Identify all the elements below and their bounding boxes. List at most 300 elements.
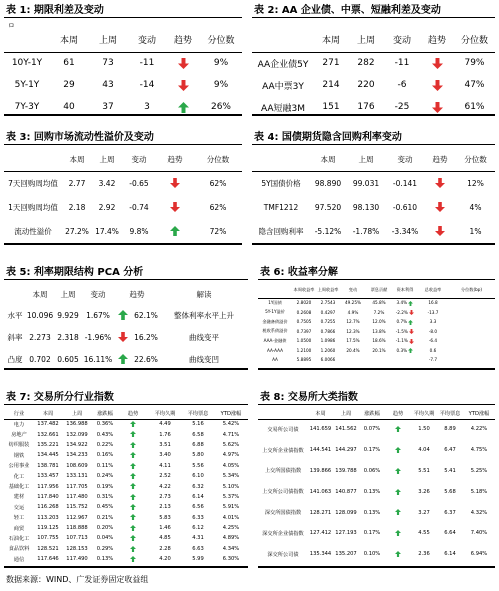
table-cell: 4.04 xyxy=(418,447,430,454)
table-cell: 1天回购周均值 xyxy=(8,202,58,212)
table-cell: 49.25% xyxy=(345,300,361,306)
table-cell: 27.2% xyxy=(65,226,89,236)
table-cell: 79% xyxy=(464,58,485,68)
trend-up-arrow-icon xyxy=(114,348,132,370)
table-row xyxy=(258,308,495,318)
table-cell: 8.89 xyxy=(444,426,456,433)
table-cell: 斜率 xyxy=(7,332,23,342)
table-cell: -0.74 xyxy=(129,202,149,212)
table-cell: 0.06% xyxy=(363,467,381,474)
table-1-title: 表 1: 期限利差及变动 xyxy=(4,4,242,18)
table-cell: 石油化工 xyxy=(8,535,30,542)
table-cell: 1.46 xyxy=(159,525,171,532)
table-cell: 5.25% xyxy=(470,467,488,474)
trend-up-arrow-icon xyxy=(118,450,148,460)
table-cell: 商贸 xyxy=(13,525,25,532)
table-cell: 4.31 xyxy=(192,535,204,542)
table-4-body xyxy=(252,171,495,243)
table-cell: 6.0066 xyxy=(320,357,336,363)
table-cell: 128.271 xyxy=(309,509,332,516)
table-cell: -14 xyxy=(139,80,155,90)
table-cell: -25 xyxy=(394,102,410,112)
table-cell: 5.34% xyxy=(222,473,240,480)
table-cell: 5.18% xyxy=(470,488,488,495)
table-cell: 5.62% xyxy=(222,441,240,448)
table-cell: 4.71% xyxy=(222,431,240,438)
table-8-panel xyxy=(258,391,495,571)
table-cell: 5.41 xyxy=(444,467,456,474)
table-cell: 2.52 xyxy=(159,473,171,480)
table-6-header: 本周收益率 上周收益率 变动 票息贡献 资本利得 总收益率 分位数(bp) xyxy=(293,287,483,292)
table-row xyxy=(252,171,495,195)
table-cell: 5.56 xyxy=(192,462,204,469)
table-2-title: 表 2: AA 企业债、中票、短融利差及变动 xyxy=(252,4,495,18)
table-row xyxy=(4,481,248,491)
table-row xyxy=(4,513,248,523)
table-cell: 4.89% xyxy=(222,535,240,542)
table-cell: 3 xyxy=(144,102,150,112)
table-7-title: 表 7: 交易所分行业指数 xyxy=(4,391,248,405)
table-2-header: 本周 上周 变动 趋势 分位数 xyxy=(321,35,488,46)
table-cell: 116.268 xyxy=(37,504,59,511)
trend-down-arrow-icon xyxy=(420,52,454,74)
table-cell: 深交所公司债 xyxy=(267,551,299,558)
table-3 xyxy=(4,147,242,243)
table-cell: 9% xyxy=(213,58,229,68)
table-3-body xyxy=(4,171,242,243)
table-cell: 29 xyxy=(63,80,75,90)
table-row xyxy=(4,74,242,96)
table-6-body xyxy=(258,298,495,365)
table-cell xyxy=(366,355,392,365)
table-cell: 0.7866 xyxy=(320,328,336,334)
table-row xyxy=(252,219,495,243)
table-cell: 99.031 xyxy=(352,178,380,188)
table-1-note: ㅁ xyxy=(8,22,15,30)
table-row xyxy=(4,450,248,460)
table-cell: 141.562 xyxy=(335,426,357,433)
table-cell: 9.929 xyxy=(57,310,79,320)
table-cell: 4.9% xyxy=(347,309,359,315)
table-cell: 141.659 xyxy=(309,426,332,433)
table-cell: -11 xyxy=(139,58,155,68)
table-row xyxy=(4,52,242,74)
table-row xyxy=(4,492,248,502)
table-cell: 132.661 xyxy=(37,431,59,438)
table-8-title: 表 8: 交易所大类指数 xyxy=(258,391,495,405)
trend-up-arrow-icon xyxy=(385,502,411,523)
trend-up-arrow-icon xyxy=(114,304,132,326)
table-cell: 0.11% xyxy=(96,462,114,469)
table-cell: 0.16% xyxy=(96,452,114,459)
table-cell: 6.37 xyxy=(444,509,456,516)
table-cell: 6.94% xyxy=(470,551,488,558)
table-cell: 98.130 xyxy=(352,202,380,212)
table-cell: 12% xyxy=(467,178,484,188)
table-cell: -0.65 xyxy=(129,178,149,188)
table-cell: 73 xyxy=(102,58,114,68)
table-cell xyxy=(392,355,418,365)
trend-up-arrow-icon xyxy=(118,440,148,450)
table-cell: 214 xyxy=(322,80,340,90)
table-cell: 0.43% xyxy=(96,431,114,438)
table-cell: AA-AAA xyxy=(267,347,283,353)
table-5 xyxy=(4,284,248,370)
table-cell: 4.85 xyxy=(159,535,171,542)
trend-up-arrow-icon xyxy=(118,533,148,543)
table-row xyxy=(4,348,248,370)
table-cell: 4.25% xyxy=(222,525,240,532)
table-cell: 16.2% xyxy=(134,332,158,342)
table-cell: 128.521 xyxy=(37,545,59,552)
table-cell: 134.445 xyxy=(37,452,59,459)
trend-down-arrow-icon xyxy=(156,195,194,219)
table-cell: 282 xyxy=(357,58,375,68)
trend-up-arrow-icon xyxy=(118,461,148,471)
table-cell: 金融备债溢价 xyxy=(262,318,288,324)
table-cell: 4.22 xyxy=(159,483,171,490)
table-cell: 0.45% xyxy=(96,504,114,511)
table-cell: 117.480 xyxy=(66,493,88,500)
table-cell: 61% xyxy=(464,102,485,112)
table-cell: 0.2608 xyxy=(296,309,312,315)
table-cell: AA短融3M xyxy=(260,103,306,114)
table-cell: 6.30% xyxy=(222,556,240,563)
table-cell: 135.221 xyxy=(37,441,59,448)
table-cell: 交易所公司债 xyxy=(267,426,299,433)
table-cell: 上交所国债指数 xyxy=(264,468,302,475)
table-cell: 2.28 xyxy=(159,545,171,552)
trend-up-arrow-icon xyxy=(385,461,411,482)
trend-up-arrow-icon xyxy=(118,429,148,439)
table-cell: 18.6% xyxy=(372,338,386,344)
table-cell: 6.10 xyxy=(192,473,204,480)
table-row xyxy=(4,429,248,439)
table-cell: 2.13 xyxy=(159,504,171,511)
trend-up-arrow-icon xyxy=(385,481,411,502)
table-4 xyxy=(252,147,495,243)
table-cell: 138.781 xyxy=(37,462,59,469)
table-cell: 108.609 xyxy=(66,462,88,469)
table-cell: 3.4% xyxy=(392,298,418,308)
trend-down-arrow-icon xyxy=(424,171,456,195)
table-cell: 3.3 xyxy=(429,319,437,325)
table-cell: -6 xyxy=(397,80,407,90)
table-cell: 4.05% xyxy=(222,462,240,469)
table-cell: 45.8% xyxy=(372,300,386,306)
table-3-panel xyxy=(4,131,242,247)
table-row xyxy=(258,336,495,346)
table-cell: 139.788 xyxy=(335,467,357,474)
table-cell: 6.32 xyxy=(192,483,204,490)
table-row xyxy=(4,304,248,326)
table-cell: 13.8% xyxy=(372,328,386,334)
table-cell: 4.01% xyxy=(222,514,240,521)
table-row xyxy=(258,523,495,544)
table-cell: 3.40 xyxy=(159,452,171,459)
table-8 xyxy=(258,407,495,565)
table-cell: 5Y国债价格 xyxy=(261,178,301,188)
table-row xyxy=(4,461,248,471)
trend-up-arrow-icon xyxy=(156,219,194,243)
table-cell: 4.11 xyxy=(159,462,171,469)
table-cell: 133.131 xyxy=(66,473,88,480)
table-cell: 97.520 xyxy=(314,202,342,212)
table-cell: 4.55 xyxy=(418,530,430,537)
table-cell: 深交所国债指数 xyxy=(264,510,302,517)
trend-up-arrow-icon xyxy=(118,471,148,481)
table-cell: 0.07% xyxy=(363,426,381,433)
table-cell: 117.646 xyxy=(37,556,59,563)
table-cell: 7天回购周均值 xyxy=(8,178,58,188)
table-cell: 2.318 xyxy=(57,332,79,342)
table-cell: 0.17% xyxy=(363,447,381,454)
table-4-title: 表 4: 国债期货隐含回购利率变动 xyxy=(252,131,495,145)
table-cell: 食品饮料 xyxy=(8,546,30,553)
table-5-title: 表 5: 利率期限结构 PCA 分析 xyxy=(4,266,248,280)
table-cell: -7.7 xyxy=(428,357,438,363)
table-cell: 6.58 xyxy=(192,431,204,438)
table-row xyxy=(4,219,242,243)
table-5-header: 本周 上周 变动 趋势 解读 xyxy=(32,289,212,299)
table-cell: 5.83 xyxy=(159,514,171,521)
table-cell: 0.6 xyxy=(429,347,437,353)
table-cell: 深交所企业债指数 xyxy=(262,530,304,537)
table-cell: 1.67% xyxy=(86,310,110,320)
table-cell: 轻工 xyxy=(13,515,25,522)
trend-up-arrow-icon xyxy=(385,544,411,565)
table-cell: 22.6% xyxy=(134,354,158,364)
table-cell: 20.1% xyxy=(372,347,386,353)
table-cell: 2.18 xyxy=(68,202,86,212)
table-cell: AAA-金融债 xyxy=(263,337,287,343)
table-cell: 6.88 xyxy=(192,441,204,448)
table-cell: 134.233 xyxy=(66,452,88,459)
table-cell: 37 xyxy=(102,102,114,112)
table-cell: 118.888 xyxy=(66,525,88,532)
table-cell: 7Y-3Y xyxy=(14,102,40,112)
table-cell: 9% xyxy=(213,80,229,90)
table-4-header: 本周 上周 变动 趋势 分位数 xyxy=(320,154,487,164)
table-cell: 1.2100 xyxy=(296,347,312,353)
table-cell: 5.68 xyxy=(444,488,456,495)
table-cell: 2.7543 xyxy=(320,300,336,306)
table-row xyxy=(258,419,495,440)
table-cell: 144.297 xyxy=(335,447,357,454)
table-cell: 6.33 xyxy=(192,514,204,521)
table-cell: 0.13% xyxy=(96,556,114,563)
table-cell: 2.8020 xyxy=(296,300,312,306)
trend-up-arrow-icon xyxy=(118,513,148,523)
table-cell: 纺织服装 xyxy=(8,442,30,449)
table-cell: 5.42% xyxy=(222,421,240,428)
trend-up-arrow-icon xyxy=(385,523,411,544)
table-cell: AA中票3Y xyxy=(262,81,304,92)
table-cell: 曲线变凹 xyxy=(189,354,219,364)
table-cell: 6.56 xyxy=(192,504,204,511)
table-cell: 17.4% xyxy=(95,226,119,236)
table-cell: 4.32% xyxy=(470,509,488,516)
table-3-header: 本周 上周 变动 趋势 分位数 xyxy=(69,154,230,164)
source-footnote: 数据来源：WIND、广发证券固定收益组 xyxy=(6,575,149,584)
table-row xyxy=(252,52,495,74)
table-cell: -11 xyxy=(394,58,410,68)
table-cell: 220 xyxy=(357,80,375,90)
table-cell: 6.47 xyxy=(444,447,456,454)
table-cell: 40 xyxy=(63,102,75,112)
table-cell: -1.5% xyxy=(392,327,418,337)
table-cell: 17.5% xyxy=(346,338,360,344)
table-cell: 房地产 xyxy=(11,432,27,439)
table-cell: 113.203 xyxy=(37,514,59,521)
table-row xyxy=(252,74,495,96)
table-cell: 5.16 xyxy=(192,421,204,428)
table-cell: 115.752 xyxy=(66,504,88,511)
trend-down-arrow-icon xyxy=(166,74,200,96)
table-cell: 128.099 xyxy=(335,509,357,516)
table-cell: 5.37% xyxy=(222,493,240,500)
table-cell: 136.988 xyxy=(66,421,88,428)
trend-up-arrow-icon xyxy=(118,523,148,533)
table-cell: 7.40% xyxy=(470,530,488,537)
table-cell: 133.457 xyxy=(37,473,59,480)
table-cell: 1Y国债 xyxy=(268,299,282,305)
table-cell: 0.3% xyxy=(392,346,418,356)
table-cell: 12.3% xyxy=(346,328,360,334)
trend-down-arrow-icon xyxy=(166,52,200,74)
table-cell: 62.1% xyxy=(134,310,158,320)
table-cell: 107.755 xyxy=(37,535,59,542)
table-2-body xyxy=(252,52,495,118)
trend-up-arrow-icon xyxy=(385,440,411,461)
table-row xyxy=(4,533,248,543)
table-cell: 117.705 xyxy=(66,483,88,490)
table-cell: 176 xyxy=(357,102,375,112)
trend-up-arrow-icon xyxy=(118,419,148,429)
table-cell: 117.956 xyxy=(37,483,59,490)
table-cell: 曲线变平 xyxy=(189,332,219,342)
table-cell: 20.4% xyxy=(346,347,360,353)
table-cell: 5Y-1Y溢价 xyxy=(265,309,285,315)
table-row xyxy=(258,544,495,565)
table-cell: 135.344 xyxy=(309,551,332,558)
table-cell: 钢铁 xyxy=(13,452,25,459)
table-cell: AA企业债5Y xyxy=(257,59,309,70)
table-cell: 1.0500 xyxy=(296,338,312,344)
table-2-panel xyxy=(252,4,495,116)
table-cell: 4% xyxy=(469,202,482,212)
table-cell: 流动性溢价 xyxy=(14,226,52,236)
table-1-body xyxy=(4,52,242,118)
table-cell: 6.14 xyxy=(444,551,456,558)
table-cell: 2.73 xyxy=(159,493,171,500)
table-row xyxy=(4,544,248,554)
table-6-title: 表 6: 收益率分解 xyxy=(258,266,495,280)
table-cell: 0.605 xyxy=(57,354,79,364)
table-row xyxy=(4,523,248,533)
table-5-body xyxy=(4,304,248,370)
table-row xyxy=(252,195,495,219)
table-cell: 4.34% xyxy=(222,545,240,552)
table-cell: TMF1212 xyxy=(263,202,299,212)
table-4-panel xyxy=(252,131,495,247)
table-7 xyxy=(4,407,248,564)
table-cell: 127.193 xyxy=(335,530,357,537)
table-cell: -5.12% xyxy=(314,226,342,236)
table-cell: 43 xyxy=(102,80,114,90)
table-1-panel xyxy=(4,4,242,116)
table-row xyxy=(258,346,495,356)
table-cell: 1.2060 xyxy=(320,347,336,353)
table-cell: 137.482 xyxy=(37,421,59,428)
table-cell: 26% xyxy=(210,102,231,112)
table-cell: 6.64 xyxy=(444,530,456,537)
table-cell: -6.4 xyxy=(428,338,438,344)
table-cell: -1.1% xyxy=(392,336,418,346)
table-row xyxy=(4,471,248,481)
table-cell: 电力 xyxy=(13,421,25,428)
table-row xyxy=(258,327,495,337)
table-cell: 基础化工 xyxy=(8,484,30,491)
table-cell: 98.890 xyxy=(314,178,342,188)
table-cell: 0.702 xyxy=(29,354,51,364)
table-cell: 化工 xyxy=(13,473,25,480)
trend-down-arrow-icon xyxy=(424,219,456,243)
table-row xyxy=(258,317,495,327)
table-cell: 5.51 xyxy=(418,467,430,474)
table-cell: 0.31% xyxy=(96,493,114,500)
table-row xyxy=(4,440,248,450)
table-cell: 112.967 xyxy=(66,514,88,521)
table-cell: 0.17% xyxy=(363,530,381,537)
table-cell: 0.36% xyxy=(96,421,114,428)
table-7-header: 行业 本周 上周 涨跌幅 趋势 平均久期 平均票息 YTD涨幅 xyxy=(13,410,242,417)
table-cell: 271 xyxy=(322,58,340,68)
table-cell: 141.063 xyxy=(309,488,332,495)
table-row xyxy=(258,481,495,502)
table-cell: 0.29% xyxy=(96,545,114,552)
table-cell: 4.49 xyxy=(159,421,171,428)
table-cell: 10.096 xyxy=(26,310,54,320)
table-1-header: 本周 上周 变动 趋势 分位数 xyxy=(59,35,235,46)
table-row xyxy=(258,461,495,482)
trend-down-arrow-icon xyxy=(424,195,456,219)
table-cell: 139.866 xyxy=(309,467,332,474)
table-cell: 12.7% xyxy=(346,319,360,325)
table-cell: 47% xyxy=(464,80,485,90)
table-cell: 5Y-1Y xyxy=(14,80,40,90)
table-1 xyxy=(4,26,242,118)
table-cell: 整体利率水平上升 xyxy=(174,310,234,320)
table-8-header: 本周 上周 涨跌幅 趋势 平均久期 平均票息 YTD涨幅 xyxy=(315,410,490,417)
table-cell: 上交所企业债指数 xyxy=(262,447,304,454)
table-cell: -1.78% xyxy=(352,226,380,236)
table-cell: 0.24% xyxy=(96,473,114,480)
table-cell: 6.14 xyxy=(192,493,204,500)
table-3-title: 表 3: 回购市场流动性溢价及变动 xyxy=(4,131,242,145)
table-7-panel xyxy=(4,391,248,571)
table-cell: 135.207 xyxy=(335,551,357,558)
table-cell: 3.26 xyxy=(418,488,430,495)
table-cell: -0.141 xyxy=(392,178,418,188)
table-cell: 建材 xyxy=(13,494,25,501)
table-cell: 0.13% xyxy=(363,488,381,495)
trend-down-arrow-icon xyxy=(156,171,194,195)
table-cell: 62% xyxy=(209,178,227,188)
table-cell: 2.77 xyxy=(68,178,86,188)
table-cell: 2.92 xyxy=(98,202,116,212)
trend-up-arrow-icon xyxy=(118,481,148,491)
